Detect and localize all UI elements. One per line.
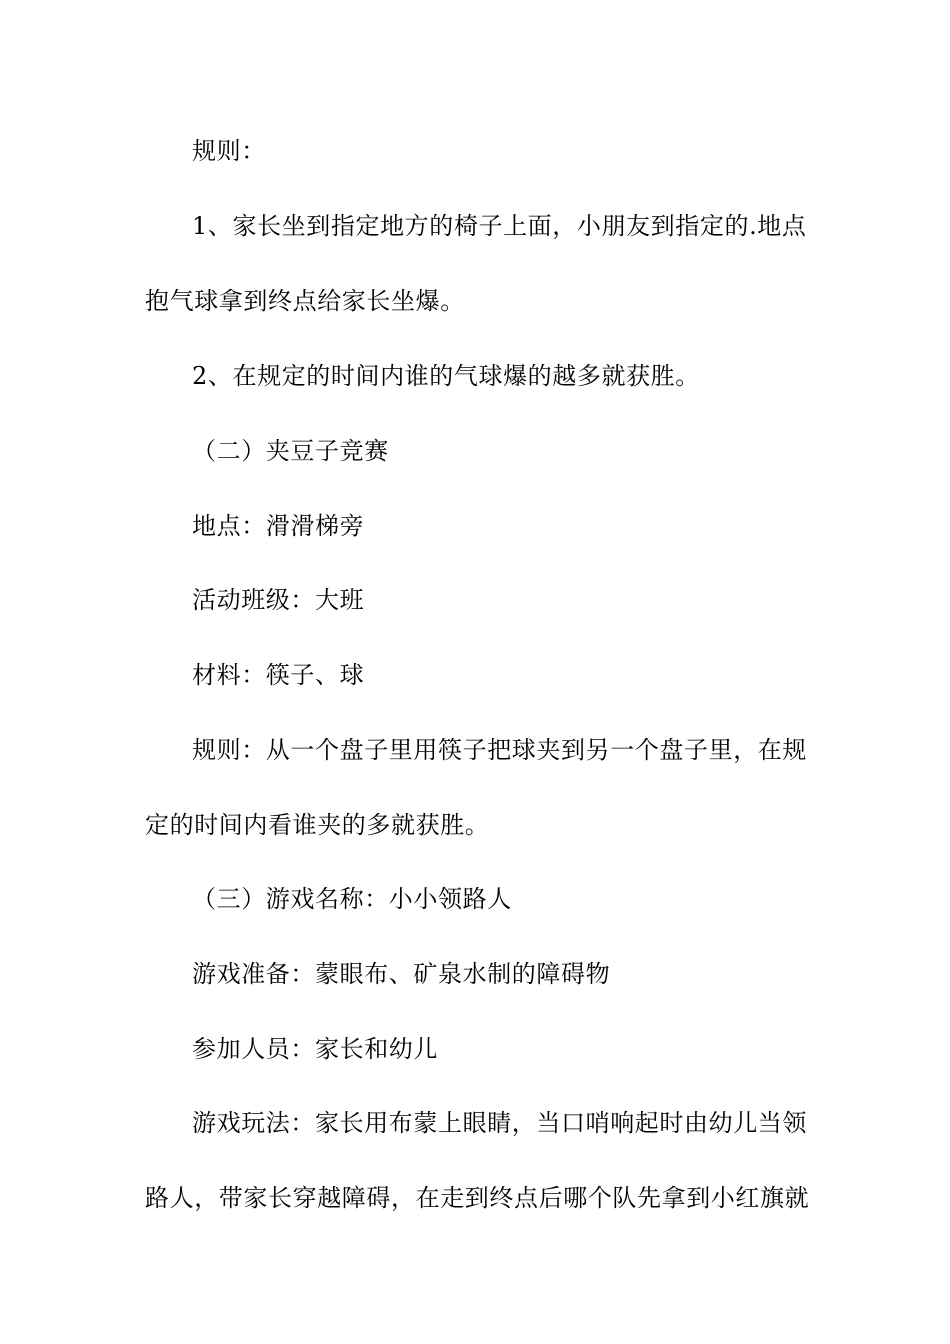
location: 地点：滑滑梯旁 bbox=[192, 512, 365, 540]
game-preparation: 游戏准备：蒙眼布、矿泉水制的障碍物 bbox=[192, 960, 611, 988]
gameplay-line-1: 游戏玩法：家长用布蒙上眼睛，当口哨响起时由幼儿当领 bbox=[192, 1109, 807, 1137]
section-2-rules-line-1: 规则：从一个盘子里用筷子把球夹到另一个盘子里，在规 bbox=[192, 736, 807, 764]
section-2-rules-line-2: 定的时间内看谁夹的多就获胜。 bbox=[145, 811, 490, 839]
participants: 参加人员：家长和幼儿 bbox=[192, 1035, 438, 1063]
gameplay-line-2: 路人，带家长穿越障碍，在走到终点后哪个队先拿到小红旗就 bbox=[145, 1184, 810, 1212]
activity-class: 活动班级：大班 bbox=[192, 586, 365, 614]
rule-1-line-2: 抱气球拿到终点给家长坐爆。 bbox=[145, 287, 465, 315]
materials: 材料：筷子、球 bbox=[192, 661, 365, 689]
section-2-title: （二）夹豆子竞赛 bbox=[192, 437, 389, 465]
rule-2: 2、在规定的时间内谁的气球爆的越多就获胜。 bbox=[192, 362, 700, 390]
section-3-title: （三）游戏名称：小小领路人 bbox=[192, 885, 512, 913]
rule-1-line-1: 1、家长坐到指定地方的椅子上面，小朋友到指定的.地点 bbox=[192, 212, 807, 240]
rules-heading: 规则： bbox=[192, 137, 266, 165]
